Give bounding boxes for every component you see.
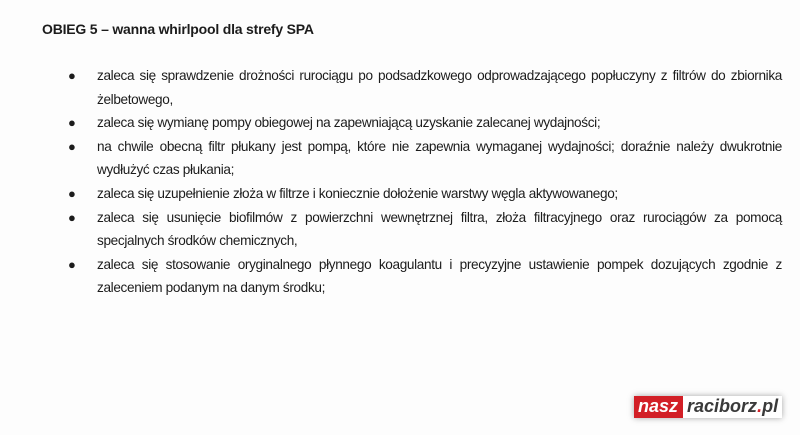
list-item bbox=[62, 206, 782, 253]
watermark-logo bbox=[634, 396, 782, 418]
list-item-text: zaleca się sprawdzenie drożności rurociągu po podsadzkowego odprowadzającego popłuczyny z filtrów do zbiornika żelbetowego, bbox=[97, 68, 782, 107]
list-item bbox=[62, 135, 782, 182]
list-item bbox=[62, 64, 782, 111]
list-item bbox=[62, 253, 782, 300]
list-item bbox=[62, 182, 782, 206]
list-item-text: na chwile obecną filtr płukany jest pompą, które nie zapewnia wymaganej wydajności; doraźnie należy dwukrotnie wydłużyć czas płukania; bbox=[97, 138, 782, 178]
logo-part-domain bbox=[683, 396, 782, 418]
bullet-icon: ● bbox=[68, 138, 76, 154]
section-title: OBIEG 5 – wanna whirlpool dla strefy SPA bbox=[42, 21, 314, 37]
recommendation-list bbox=[62, 64, 782, 300]
list-item-text: zaleca się wymianę pompy obiegowej na zapewniającą uzyskanie zalecanej wydajności; bbox=[97, 115, 601, 131]
bullet-icon: ● bbox=[68, 209, 76, 225]
list-item-text: zaleca się usunięcie biofilmów z powierzchni wewnętrznej filtra, złoża filtracyjnego oraz rurociągów za pomocą specjalnych środków chemicznych, bbox=[97, 209, 782, 249]
logo-pl: pl bbox=[762, 396, 779, 416]
bullet-icon: ● bbox=[68, 115, 76, 131]
bullet-icon: ● bbox=[68, 256, 76, 272]
bullet-icon: ● bbox=[68, 185, 76, 201]
bullet-icon: ● bbox=[68, 68, 76, 83]
logo-raciborz: raciborz bbox=[687, 396, 758, 416]
list-item-text: zaleca się uzupełnienie złoża w filtrze i koniecznie dołożenie warstwy węgla aktywowanego; bbox=[97, 185, 618, 201]
logo-dot: . bbox=[757, 396, 763, 416]
list-item bbox=[62, 111, 782, 135]
list-item-text: zaleca się stosowanie oryginalnego płynnego koagulantu i precyzyjne ustawienie pompek dozujących zgodnie z zaleceniem podanym na danym środku; bbox=[97, 256, 782, 296]
logo-part-nasz: nasz bbox=[634, 396, 683, 418]
